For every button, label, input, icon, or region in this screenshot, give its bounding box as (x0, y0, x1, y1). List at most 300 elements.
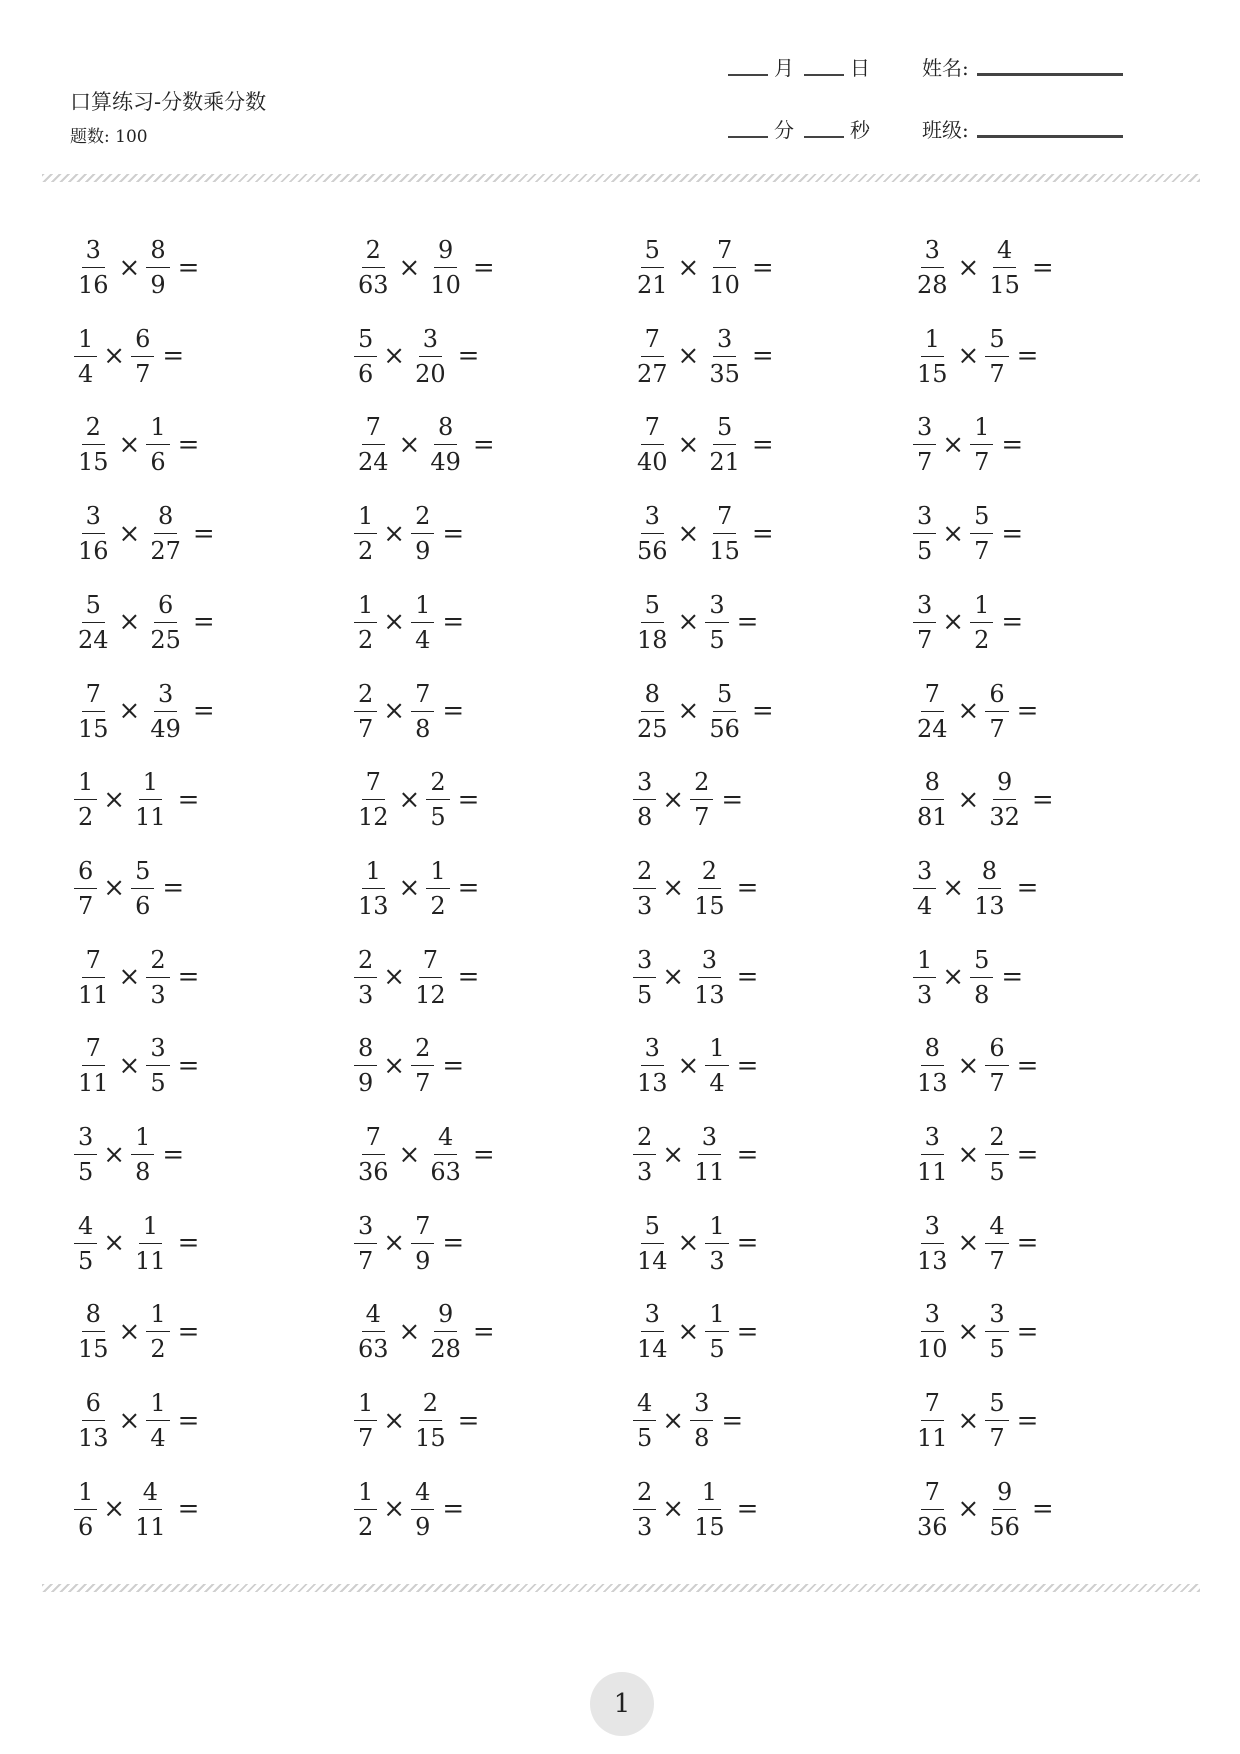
multiply-sign: × (118, 696, 141, 726)
fraction-left (74, 1477, 97, 1541)
numerator: 6 (154, 593, 177, 623)
denominator: 11 (78, 980, 109, 1009)
fraction-right (705, 1300, 728, 1364)
denominator: 12 (358, 803, 389, 832)
numerator: 1 (705, 1036, 728, 1066)
fraction-left (354, 856, 393, 920)
numerator: 6 (131, 327, 154, 357)
numerator: 5 (970, 948, 993, 978)
fraction-right (985, 1477, 1024, 1541)
denominator: 5 (637, 1424, 653, 1453)
denominator: 6 (78, 1512, 94, 1541)
problem-item (913, 856, 1039, 920)
denominator: 15 (78, 714, 109, 743)
fraction-right (705, 502, 744, 566)
numerator: 2 (633, 1480, 656, 1510)
denominator: 12 (415, 980, 446, 1009)
numerator: 3 (698, 1125, 721, 1155)
numerator: 3 (705, 593, 728, 623)
denominator: 4 (150, 1424, 166, 1453)
numerator: 2 (362, 238, 385, 268)
numerator: 1 (705, 1214, 728, 1244)
denominator: 7 (358, 1424, 374, 1453)
numerator: 3 (146, 1036, 169, 1066)
fraction-left (354, 679, 377, 743)
numerator: 9 (434, 1302, 457, 1332)
denominator: 7 (358, 1246, 374, 1275)
problem-item (74, 945, 200, 1009)
numerator: 6 (82, 1391, 105, 1421)
multiply-sign: × (942, 962, 965, 993)
problem-item (354, 1034, 465, 1098)
fraction-left (74, 324, 97, 388)
numerator: 7 (82, 948, 105, 978)
page-number: 1 (590, 1672, 654, 1736)
denominator: 7 (917, 625, 933, 654)
denominator: 21 (709, 448, 740, 477)
numerator: 3 (913, 859, 936, 889)
fraction-left (74, 856, 97, 920)
denominator: 15 (415, 1424, 446, 1453)
numerator: 7 (641, 327, 664, 357)
fraction-right (146, 1300, 169, 1364)
numerator: 2 (82, 415, 105, 445)
fraction-right (411, 502, 434, 566)
fraction-left (74, 768, 97, 832)
fraction-left (354, 1389, 377, 1453)
equals-sign: = (751, 341, 774, 372)
numerator: 4 (74, 1214, 97, 1244)
denominator: 7 (78, 891, 94, 920)
multiply-sign: × (118, 607, 141, 638)
fraction-right (411, 1389, 450, 1453)
fraction-right (411, 1477, 434, 1541)
numerator: 3 (419, 327, 442, 357)
equals-sign: = (162, 341, 185, 372)
denominator: 49 (430, 448, 461, 477)
denominator: 4 (78, 359, 94, 388)
multiply-sign: × (677, 1228, 700, 1259)
fraction-right (985, 1125, 1008, 1184)
fraction-left (913, 413, 936, 477)
numerator: 7 (713, 504, 736, 534)
problem-item (633, 238, 774, 297)
fraction-left (74, 1125, 97, 1184)
equals-sign: = (177, 252, 200, 283)
problem-item (913, 1389, 1039, 1453)
numerator: 1 (426, 859, 449, 889)
multiply-sign: × (677, 518, 700, 549)
equals-sign: = (1016, 873, 1039, 904)
multiply-sign: × (957, 1316, 980, 1347)
fraction-left (74, 502, 113, 566)
fraction-left (633, 768, 656, 832)
equals-sign: = (1031, 252, 1054, 283)
denominator: 11 (135, 1512, 166, 1541)
numerator: 1 (411, 593, 434, 623)
equals-sign: = (1001, 518, 1024, 549)
worksheet-title: 口算练习-分数乘分数 (70, 90, 267, 114)
fraction-left (913, 679, 952, 743)
multiply-sign: × (677, 341, 700, 372)
numerator: 3 (633, 770, 656, 800)
fraction-right (426, 1300, 465, 1364)
multiply-sign: × (957, 1139, 980, 1170)
denominator: 8 (694, 1424, 710, 1453)
numerator: 3 (913, 504, 936, 534)
numerator: 1 (74, 327, 97, 357)
equals-sign: = (1001, 607, 1024, 638)
problem-item (913, 324, 1039, 388)
denominator: 4 (415, 625, 431, 654)
multiply-sign: × (957, 341, 980, 372)
problem-item (354, 1300, 495, 1364)
equals-sign: = (457, 962, 480, 993)
numerator: 3 (921, 1214, 944, 1244)
class-label: 班级: (922, 118, 969, 142)
minute-blank[interactable] (728, 136, 768, 138)
fraction-left (633, 679, 672, 743)
numerator: 7 (411, 682, 434, 712)
denominator: 3 (358, 980, 374, 1009)
fraction-right (131, 324, 154, 388)
denominator: 7 (415, 1069, 431, 1098)
multiply-sign: × (118, 252, 141, 283)
equals-sign: = (177, 784, 200, 815)
numerator: 2 (411, 1036, 434, 1066)
second-blank[interactable] (804, 136, 844, 138)
numerator: 1 (139, 770, 162, 800)
equals-sign: = (442, 1228, 465, 1259)
fraction-right (411, 324, 450, 388)
fraction-left (74, 238, 113, 297)
problem-item (633, 1034, 759, 1098)
numerator: 8 (978, 859, 1001, 889)
multiply-sign: × (118, 1405, 141, 1436)
numerator: 3 (74, 1125, 97, 1155)
denominator: 7 (917, 448, 933, 477)
fraction-left (354, 1477, 377, 1541)
equals-sign: = (177, 1050, 200, 1081)
denominator: 7 (974, 448, 990, 477)
fraction-right (970, 945, 993, 1009)
equals-sign: = (1016, 1228, 1039, 1259)
class-blank[interactable] (977, 135, 1123, 138)
numerator: 4 (985, 1214, 1008, 1244)
multiply-sign: × (383, 341, 406, 372)
numerator: 5 (354, 327, 377, 357)
multiply-sign: × (398, 784, 421, 815)
equals-sign: = (177, 1405, 200, 1436)
equals-sign: = (177, 429, 200, 460)
equals-sign: = (192, 696, 215, 726)
denominator: 20 (415, 359, 446, 388)
multiply-sign: × (677, 696, 700, 726)
multiply-sign: × (942, 518, 965, 549)
problem-item (913, 590, 1024, 654)
fraction-left (74, 679, 113, 743)
fraction-right (131, 768, 170, 832)
denominator: 2 (150, 1335, 166, 1364)
equals-sign: = (736, 962, 759, 993)
numerator: 2 (354, 948, 377, 978)
equals-sign: = (1031, 784, 1054, 815)
numerator: 5 (985, 1391, 1008, 1421)
problem-item (354, 679, 465, 743)
fraction-left (913, 1300, 952, 1364)
numerator: 5 (82, 593, 105, 623)
equals-sign: = (177, 1494, 200, 1525)
fraction-left (913, 768, 952, 832)
multiply-sign: × (103, 1228, 126, 1259)
denominator: 6 (150, 448, 166, 477)
fraction-right (985, 238, 1024, 297)
denominator: 24 (78, 625, 109, 654)
denominator: 9 (358, 1069, 374, 1098)
fraction-left (354, 1125, 393, 1184)
multiply-sign: × (957, 252, 980, 283)
fraction-left (74, 413, 113, 477)
problem-item (633, 1477, 759, 1541)
equals-sign: = (177, 1316, 200, 1347)
equals-sign: = (472, 1316, 495, 1347)
multiply-sign: × (942, 607, 965, 638)
month-label: 月 (774, 56, 794, 80)
multiply-sign: × (662, 962, 685, 993)
problem-item (354, 502, 465, 566)
denominator: 5 (709, 625, 725, 654)
denominator: 56 (709, 714, 740, 743)
numerator: 3 (913, 415, 936, 445)
denominator: 13 (358, 891, 389, 920)
date-name-row (728, 52, 1123, 81)
denominator: 10 (917, 1335, 948, 1364)
denominator: 36 (358, 1158, 389, 1186)
fraction-right (970, 856, 1009, 920)
multiply-sign: × (383, 696, 406, 726)
numerator: 9 (993, 770, 1016, 800)
problem-item (633, 324, 774, 388)
fraction-right (411, 945, 450, 1009)
problem-item (74, 502, 215, 566)
fraction-left (633, 1034, 672, 1098)
numerator: 9 (993, 1480, 1016, 1510)
fraction-right (985, 679, 1008, 743)
numerator: 5 (641, 1214, 664, 1244)
numerator: 1 (146, 415, 169, 445)
denominator: 3 (637, 1512, 653, 1541)
fraction-left (74, 1034, 113, 1098)
problem-item (913, 1125, 1038, 1184)
denominator: 13 (637, 1069, 668, 1098)
equals-sign: = (1001, 429, 1024, 460)
multiply-sign: × (103, 341, 126, 372)
denominator: 5 (430, 803, 446, 832)
denominator: 13 (917, 1246, 948, 1275)
numerator: 5 (641, 238, 664, 268)
second-label: 秒 (850, 118, 870, 142)
fraction-right (705, 324, 744, 388)
denominator: 2 (358, 537, 374, 566)
denominator: 7 (135, 359, 151, 388)
time-class-row (728, 114, 1123, 143)
numerator: 7 (641, 415, 664, 445)
fraction-right (426, 768, 449, 832)
denominator: 8 (637, 803, 653, 832)
fraction-left (633, 1389, 656, 1453)
problem-item (354, 1211, 465, 1275)
day-blank[interactable] (804, 74, 844, 76)
numerator: 3 (354, 1214, 377, 1244)
fraction-right (705, 1034, 728, 1098)
fraction-right (411, 1034, 434, 1098)
numerator: 2 (426, 770, 449, 800)
fraction-right (426, 1125, 465, 1184)
fraction-right (426, 856, 449, 920)
denominator: 24 (917, 714, 948, 743)
equals-sign: = (457, 1405, 480, 1436)
problem-item (354, 238, 495, 297)
denominator: 9 (415, 1246, 431, 1275)
denominator: 56 (637, 537, 668, 566)
equals-sign: = (442, 696, 465, 726)
denominator: 11 (917, 1158, 948, 1186)
denominator: 5 (989, 1158, 1005, 1186)
numerator: 6 (74, 859, 97, 889)
numerator: 2 (633, 859, 656, 889)
fraction-right (146, 679, 185, 743)
month-blank[interactable] (728, 74, 768, 76)
equals-sign: = (192, 607, 215, 638)
day-label: 日 (850, 56, 870, 80)
denominator: 7 (989, 359, 1005, 388)
numerator: 1 (354, 1391, 377, 1421)
denominator: 63 (358, 271, 389, 299)
fraction-left (633, 1300, 672, 1364)
multiply-sign: × (383, 1228, 406, 1259)
numerator: 1 (74, 770, 97, 800)
problem-item (354, 856, 480, 920)
equals-sign: = (1016, 1316, 1039, 1347)
fraction-left (354, 768, 393, 832)
fraction-right (985, 1300, 1008, 1364)
multiply-sign: × (398, 1139, 421, 1170)
fraction-left (354, 945, 377, 1009)
equals-sign: = (1016, 1139, 1039, 1170)
problem-item (354, 413, 495, 477)
denominator: 25 (637, 714, 668, 743)
problem-item (633, 1125, 758, 1184)
multiply-sign: × (398, 429, 421, 460)
numerator: 3 (633, 948, 656, 978)
numerator: 8 (154, 504, 177, 534)
denominator: 16 (78, 537, 109, 566)
numerator: 7 (82, 1036, 105, 1066)
fraction-left (913, 1389, 952, 1453)
denominator: 11 (917, 1424, 948, 1453)
name-blank[interactable] (977, 73, 1123, 76)
denominator: 9 (150, 271, 166, 299)
equals-sign: = (442, 518, 465, 549)
equals-sign: = (457, 873, 480, 904)
multiply-sign: × (662, 873, 685, 904)
numerator: 7 (362, 770, 385, 800)
problem-item (354, 1125, 495, 1184)
fraction-left (74, 945, 113, 1009)
denominator: 63 (358, 1335, 389, 1364)
numerator: 8 (354, 1036, 377, 1066)
fraction-left (633, 502, 672, 566)
denominator: 2 (974, 625, 990, 654)
fraction-left (913, 324, 952, 388)
denominator: 15 (709, 537, 740, 566)
equals-sign: = (192, 518, 215, 549)
fraction-right (426, 413, 465, 477)
problem-item (74, 324, 185, 388)
denominator: 27 (150, 537, 181, 566)
numerator: 3 (82, 504, 105, 534)
denominator: 36 (917, 1512, 948, 1541)
problem-item (74, 1125, 184, 1184)
problem-item (913, 1300, 1039, 1364)
fraction-left (913, 945, 936, 1009)
equals-sign: = (162, 1139, 185, 1170)
numerator: 4 (139, 1480, 162, 1510)
numerator: 4 (434, 1125, 457, 1155)
numerator: 1 (146, 1302, 169, 1332)
fraction-right (705, 1211, 728, 1275)
numerator: 2 (411, 504, 434, 534)
fraction-right (985, 1211, 1008, 1275)
fraction-right (131, 1211, 170, 1275)
problem-item (913, 679, 1039, 743)
numerator: 1 (74, 1480, 97, 1510)
problem-item (633, 590, 759, 654)
numerator: 4 (633, 1391, 656, 1421)
problem-item (74, 1477, 200, 1541)
fraction-right (146, 1034, 169, 1098)
denominator: 7 (358, 714, 374, 743)
top-divider (42, 174, 1200, 182)
numerator: 1 (698, 1480, 721, 1510)
numerator: 9 (434, 238, 457, 268)
fraction-left (354, 590, 377, 654)
multiply-sign: × (957, 1050, 980, 1081)
fraction-right (705, 238, 744, 297)
equals-sign: = (177, 962, 200, 993)
numerator: 1 (705, 1302, 728, 1332)
numerator: 7 (921, 1480, 944, 1510)
numerator: 4 (993, 238, 1016, 268)
denominator: 5 (709, 1335, 725, 1364)
numerator: 8 (146, 238, 169, 268)
equals-sign: = (736, 1494, 759, 1525)
numerator: 4 (362, 1302, 385, 1332)
multiply-sign: × (677, 607, 700, 638)
denominator: 8 (135, 1158, 151, 1186)
fraction-right (970, 413, 993, 477)
bottom-divider (42, 1584, 1200, 1592)
numerator: 3 (641, 1036, 664, 1066)
equals-sign: = (736, 607, 759, 638)
denominator: 8 (415, 714, 431, 743)
denominator: 25 (150, 625, 181, 654)
denominator: 2 (358, 1512, 374, 1541)
problem-item (913, 238, 1054, 297)
multiply-sign: × (957, 1228, 980, 1259)
problem-item (633, 856, 759, 920)
fraction-right (146, 1389, 169, 1453)
